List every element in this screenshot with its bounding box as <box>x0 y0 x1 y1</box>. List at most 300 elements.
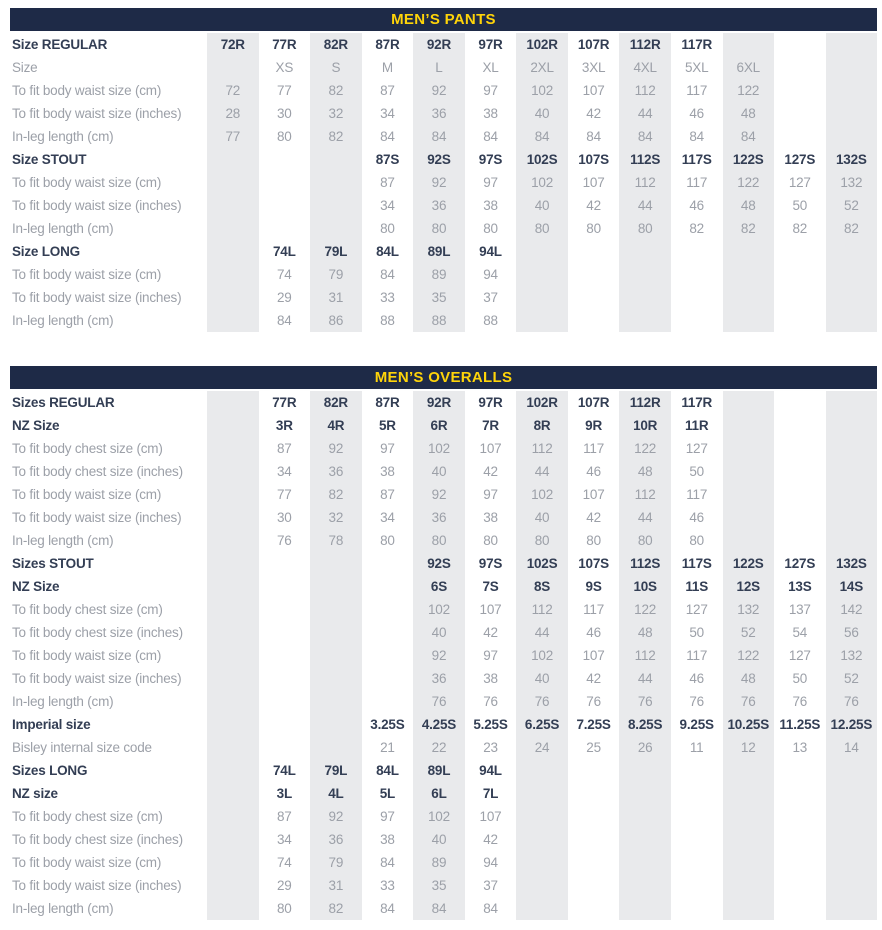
size-cell: 3.25S <box>370 717 405 732</box>
size-cell: 46 <box>689 198 704 213</box>
size-cell: 30 <box>277 106 292 121</box>
size-cell: 84L <box>376 763 399 778</box>
size-cell: 107R <box>577 37 610 52</box>
size-cell: 117 <box>686 175 708 190</box>
size-cell: 72 <box>225 83 241 98</box>
size-cell: 82 <box>740 221 756 236</box>
size-cell: 42 <box>483 832 498 847</box>
size-cell: 44 <box>637 106 653 121</box>
size-cell: 122 <box>737 175 760 190</box>
size-cell: 40 <box>534 106 550 121</box>
table-row <box>10 690 877 713</box>
size-cell: 80 <box>380 221 395 236</box>
size-cell: 107 <box>582 648 605 663</box>
row-label: To fit body chest size (inches) <box>12 625 183 640</box>
size-cell: 36 <box>328 832 344 847</box>
row-label: To fit body waist size (cm) <box>12 267 162 282</box>
size-cell: 122 <box>634 602 657 617</box>
size-cell: 112 <box>634 83 656 98</box>
size-cell: 40 <box>431 832 447 847</box>
size-cell: 89 <box>431 855 447 870</box>
size-cell: 122 <box>737 83 760 98</box>
size-cell: 102S <box>526 556 558 571</box>
size-cell: 42 <box>586 510 601 525</box>
size-cell: 79L <box>324 763 348 778</box>
size-cell: 74 <box>277 267 292 282</box>
size-cell: 82 <box>328 901 344 916</box>
table-row <box>10 805 877 828</box>
size-cell: 84 <box>534 129 550 144</box>
size-cell: 14 <box>844 740 859 755</box>
table-row <box>10 483 877 506</box>
size-cell: 112 <box>531 602 553 617</box>
table-row <box>10 194 877 217</box>
size-cell: 84 <box>483 129 498 144</box>
size-cell: 26 <box>637 740 653 755</box>
size-cell: 89L <box>427 763 451 778</box>
size-cell: 107 <box>582 175 605 190</box>
size-cell: 87 <box>277 441 292 456</box>
size-cell: 29 <box>277 290 292 305</box>
size-cell: 87R <box>375 395 400 410</box>
size-cell: 74L <box>272 763 296 778</box>
size-cell: 42 <box>586 198 601 213</box>
size-cell: 77 <box>225 129 241 144</box>
size-cell: 102 <box>427 602 450 617</box>
table-row <box>10 79 877 102</box>
size-cell: 8.25S <box>628 717 663 732</box>
row-label: In-leg length (cm) <box>12 694 114 709</box>
size-cell: 82 <box>328 129 344 144</box>
size-cell: 107 <box>479 809 502 824</box>
size-cell: 112R <box>629 395 661 410</box>
size-cell: 80 <box>431 221 447 236</box>
size-cell: 13S <box>788 579 812 594</box>
size-cell: 102 <box>427 441 450 456</box>
size-cell: 84 <box>380 267 395 282</box>
size-cell: 40 <box>431 625 447 640</box>
size-cell: 127 <box>788 175 811 190</box>
size-cell: 44 <box>534 464 550 479</box>
size-cell: 50 <box>792 198 808 213</box>
size-cell: 80 <box>277 901 292 916</box>
size-cell: 77R <box>272 37 297 52</box>
size-cell: S <box>331 60 341 75</box>
size-cell: 6XL <box>736 60 760 75</box>
size-cell: 102 <box>427 809 450 824</box>
size-cell: 34 <box>277 464 292 479</box>
size-cell: 24 <box>534 740 550 755</box>
size-cell: 94L <box>479 244 502 259</box>
table-row <box>10 460 877 483</box>
row-label: In-leg length (cm) <box>12 129 114 144</box>
size-cell: 97R <box>478 37 503 52</box>
table-row <box>10 897 877 920</box>
size-cell: 6R <box>430 418 448 433</box>
row-label: To fit body chest size (cm) <box>12 602 163 617</box>
size-cell: 117R <box>681 395 713 410</box>
size-cell: 36 <box>431 671 447 686</box>
size-cell: 94L <box>479 763 502 778</box>
size-cell: 3XL <box>581 60 606 75</box>
size-cell: 122S <box>732 556 764 571</box>
size-cell: 97 <box>380 441 395 456</box>
row-label: To fit body waist size (cm) <box>12 175 162 190</box>
table-row <box>10 759 877 782</box>
size-cell: 80 <box>483 221 498 236</box>
size-cell: 80 <box>637 533 653 548</box>
row-label: To fit body chest size (inches) <box>12 832 183 847</box>
size-cell: 117 <box>583 441 605 456</box>
size-cell: 89 <box>431 267 447 282</box>
row-label: Size REGULAR <box>12 37 108 52</box>
table-row <box>10 125 877 148</box>
size-cell: 79L <box>324 244 348 259</box>
size-cell: XL <box>482 60 499 75</box>
size-cell: 5XL <box>684 60 709 75</box>
size-cell: 102R <box>526 37 558 52</box>
size-cell: 92R <box>426 37 452 52</box>
size-cell: 92 <box>328 809 344 824</box>
size-cell: 97R <box>478 395 503 410</box>
size-cell: 13 <box>792 740 808 755</box>
size-cell: 80 <box>277 129 292 144</box>
table-row <box>10 575 877 598</box>
size-cell: 36 <box>431 198 447 213</box>
size-cell: 12.25S <box>830 717 873 732</box>
size-cell: 92S <box>427 556 451 571</box>
size-cell: 50 <box>689 625 704 640</box>
size-cell: 127S <box>784 556 816 571</box>
size-cell: 117S <box>681 152 712 167</box>
size-cell: 127 <box>685 441 708 456</box>
size-cell: 11R <box>684 418 709 433</box>
size-cell: 117 <box>686 487 708 502</box>
mens-overalls-title-bar <box>10 366 877 389</box>
size-cell: 8R <box>533 418 551 433</box>
row-label: To fit body chest size (cm) <box>12 441 163 456</box>
size-cell: 112S <box>630 152 661 167</box>
size-cell: 37 <box>483 878 498 893</box>
size-cell: 38 <box>380 464 395 479</box>
size-cell: 52 <box>740 625 756 640</box>
size-cell: 127S <box>784 152 816 167</box>
size-cell: 76 <box>844 694 859 709</box>
size-cell: M <box>381 60 393 75</box>
size-cell: 5.25S <box>473 717 508 732</box>
size-cell: 132S <box>835 556 867 571</box>
size-cell: 102 <box>531 648 554 663</box>
size-cell: 88 <box>431 313 447 328</box>
size-cell: 80 <box>431 533 447 548</box>
size-cell: 7.25S <box>576 717 611 732</box>
size-cell: 34 <box>380 198 395 213</box>
size-cell: 84 <box>380 855 395 870</box>
size-cell: 44 <box>637 510 653 525</box>
row-label: In-leg length (cm) <box>12 533 114 548</box>
size-cell: 102 <box>531 83 554 98</box>
size-cell: 33 <box>380 878 395 893</box>
size-cell: 107S <box>578 556 609 571</box>
table-row <box>10 102 877 125</box>
size-cell: 44 <box>534 625 550 640</box>
size-cell: 46 <box>689 510 704 525</box>
size-cell: 97 <box>483 175 498 190</box>
size-cell: 4XL <box>633 60 657 75</box>
row-label: To fit body waist size (inches) <box>12 878 182 893</box>
size-cell: 77 <box>277 487 292 502</box>
size-cell: 38 <box>483 671 498 686</box>
size-cell: 12 <box>740 740 756 755</box>
table-row <box>10 782 877 805</box>
size-cell: 40 <box>431 464 447 479</box>
size-cell: 22 <box>431 740 447 755</box>
size-cell: 80 <box>586 221 601 236</box>
size-cell: 9.25S <box>679 717 714 732</box>
size-cell: 132 <box>840 175 863 190</box>
mens-pants-title-bar <box>10 8 877 31</box>
size-cell: 97S <box>478 556 503 571</box>
size-cell: 142 <box>840 602 863 617</box>
size-cell: 5R <box>378 418 396 433</box>
size-cell: 137 <box>788 602 811 617</box>
size-cell: 76 <box>431 694 447 709</box>
size-cell: 32 <box>328 510 344 525</box>
size-cell: 46 <box>586 625 601 640</box>
size-cell: 38 <box>380 832 395 847</box>
row-label: Bisley internal size code <box>12 740 152 755</box>
size-cell: 107 <box>582 83 605 98</box>
size-cell: 122S <box>732 152 764 167</box>
size-cell: 28 <box>225 106 241 121</box>
row-label: In-leg length (cm) <box>12 313 114 328</box>
size-cell: 50 <box>792 671 808 686</box>
size-cell: 50 <box>689 464 704 479</box>
table-row <box>10 414 877 437</box>
size-cell: 80 <box>586 533 601 548</box>
size-cell: 48 <box>740 106 756 121</box>
size-cell: 102 <box>531 175 554 190</box>
size-cell: 80 <box>380 533 395 548</box>
size-cell: 77R <box>272 395 297 410</box>
size-cell: 107 <box>582 487 605 502</box>
size-cell: 76 <box>689 694 704 709</box>
size-cell: 23 <box>483 740 498 755</box>
size-cell: 9S <box>585 579 602 594</box>
size-cell: 14S <box>839 579 864 594</box>
size-cell: 87 <box>380 487 395 502</box>
size-cell: 86 <box>328 313 344 328</box>
table-row <box>10 644 877 667</box>
size-cell: 102 <box>531 487 554 502</box>
size-cell: 117 <box>686 83 708 98</box>
size-cell: 40 <box>534 198 550 213</box>
mens-overalls-title: MEN’S OVERALLS <box>374 369 513 386</box>
size-cell: 9R <box>585 418 603 433</box>
row-label: NZ Size <box>12 579 60 594</box>
size-cell: 82 <box>328 487 344 502</box>
size-cell: 92 <box>431 487 447 502</box>
size-cell: 84 <box>431 901 447 916</box>
table-row <box>10 391 877 414</box>
size-cell: 94 <box>483 855 498 870</box>
size-cell: 38 <box>483 510 498 525</box>
row-label: In-leg length (cm) <box>12 221 114 236</box>
size-cell: L <box>435 60 443 75</box>
size-cell: 88 <box>380 313 395 328</box>
size-cell: 35 <box>431 878 447 893</box>
table-row <box>10 33 877 56</box>
size-cell: 52 <box>844 198 859 213</box>
size-cell: 107 <box>479 441 502 456</box>
mens-pants-table <box>10 8 877 332</box>
size-cell: 97 <box>380 809 395 824</box>
size-cell: 40 <box>534 510 550 525</box>
size-cell: 79 <box>328 855 344 870</box>
size-cell: 37 <box>483 290 498 305</box>
size-cell: 6.25S <box>524 717 560 732</box>
row-label: To fit body chest size (inches) <box>12 464 183 479</box>
size-cell: 11.25S <box>779 717 821 732</box>
size-cell: 11S <box>685 579 709 594</box>
table-row <box>10 56 877 79</box>
row-label: Size LONG <box>12 244 80 259</box>
row-label: In-leg length (cm) <box>12 901 114 916</box>
table-row <box>10 263 877 286</box>
size-cell: 122 <box>737 648 760 663</box>
row-label: Sizes REGULAR <box>12 395 115 410</box>
row-label: To fit body waist size (cm) <box>12 83 162 98</box>
table-row <box>10 736 877 759</box>
size-cell: 132 <box>737 602 760 617</box>
size-cell: 4R <box>327 418 345 433</box>
mens-overalls-table <box>10 366 877 920</box>
size-cell: 7S <box>482 579 499 594</box>
mens-overalls-table-body <box>10 391 877 920</box>
table-row <box>10 217 877 240</box>
size-cell: 6S <box>430 579 448 594</box>
size-cell: 92 <box>431 175 447 190</box>
size-cell: 107S <box>578 152 609 167</box>
row-label: To fit body waist size (cm) <box>12 648 162 663</box>
size-cell: 40 <box>534 671 550 686</box>
size-cell: 76 <box>637 694 653 709</box>
size-cell: 38 <box>483 106 498 121</box>
row-label: Imperial size <box>12 717 91 732</box>
size-cell: 92R <box>426 395 452 410</box>
size-cell: 2XL <box>530 60 554 75</box>
row-label: To fit body waist size (inches) <box>12 510 182 525</box>
size-cell: 42 <box>483 625 498 640</box>
size-cell: 46 <box>689 106 704 121</box>
size-cell: 107R <box>577 395 610 410</box>
size-cell: 84 <box>431 129 447 144</box>
table-row <box>10 552 877 575</box>
table-row <box>10 171 877 194</box>
size-cell: 7L <box>482 786 499 801</box>
size-cell: 112 <box>634 648 656 663</box>
size-cell: 102R <box>526 395 558 410</box>
row-label: To fit body chest size (cm) <box>12 809 163 824</box>
size-cell: 122 <box>634 441 657 456</box>
row-label: To fit body waist size (cm) <box>12 855 162 870</box>
size-cell: 42 <box>586 671 601 686</box>
table-row <box>10 148 877 171</box>
size-cell: 80 <box>637 221 653 236</box>
row-label: To fit body waist size (inches) <box>12 106 182 121</box>
size-cell: 92 <box>431 83 447 98</box>
table-row <box>10 529 877 552</box>
table-row <box>10 598 877 621</box>
size-cell: 33 <box>380 290 395 305</box>
size-cell: 35 <box>431 290 447 305</box>
size-cell: XS <box>275 60 294 75</box>
size-cell: 84 <box>637 129 653 144</box>
size-cell: 84 <box>586 129 601 144</box>
size-cell: 88 <box>483 313 498 328</box>
size-cell: 10.25S <box>727 717 770 732</box>
size-cell: 84L <box>376 244 399 259</box>
size-cell: 82R <box>323 395 348 410</box>
size-cell: 4.25S <box>421 717 457 732</box>
size-cell: 76 <box>483 694 498 709</box>
size-cell: 117R <box>681 37 713 52</box>
size-cell: 87R <box>375 37 400 52</box>
size-cell: 36 <box>431 106 447 121</box>
size-cell: 56 <box>844 625 859 640</box>
size-cell: 76 <box>792 694 808 709</box>
size-cell: 132 <box>840 648 863 663</box>
size-cell: 38 <box>483 198 498 213</box>
size-cell: 30 <box>277 510 292 525</box>
size-cell: 132S <box>835 152 867 167</box>
row-label: To fit body waist size (cm) <box>12 487 162 502</box>
size-cell: 8S <box>533 579 551 594</box>
size-cell: 48 <box>637 625 653 640</box>
size-cell: 127 <box>685 602 708 617</box>
table-row <box>10 437 877 460</box>
table-row <box>10 506 877 529</box>
size-cell: 42 <box>586 106 601 121</box>
size-cell: 82 <box>792 221 808 236</box>
size-cell: 74 <box>277 855 292 870</box>
size-cell: 76 <box>277 533 292 548</box>
size-cell: 44 <box>637 198 653 213</box>
table-row <box>10 713 877 736</box>
size-cell: 48 <box>740 671 756 686</box>
size-cell: 82 <box>689 221 704 236</box>
size-cell: 112 <box>634 175 656 190</box>
size-cell: 46 <box>586 464 601 479</box>
size-cell: 84 <box>380 129 395 144</box>
size-cell: 48 <box>637 464 653 479</box>
size-cell: 127 <box>788 648 811 663</box>
size-cell: 4L <box>328 786 344 801</box>
table-row <box>10 309 877 332</box>
size-cell: 3L <box>276 786 292 801</box>
size-cell: 107 <box>479 602 502 617</box>
size-cell: 80 <box>483 533 498 548</box>
size-cell: 46 <box>689 671 704 686</box>
size-cell: 94 <box>483 267 498 282</box>
size-cell: 87 <box>380 83 395 98</box>
size-cell: 44 <box>637 671 653 686</box>
size-cell: 92S <box>427 152 451 167</box>
size-cell: 117S <box>681 556 712 571</box>
size-cell: 54 <box>792 625 808 640</box>
size-cell: 78 <box>328 533 344 548</box>
size-cell: 36 <box>431 510 447 525</box>
